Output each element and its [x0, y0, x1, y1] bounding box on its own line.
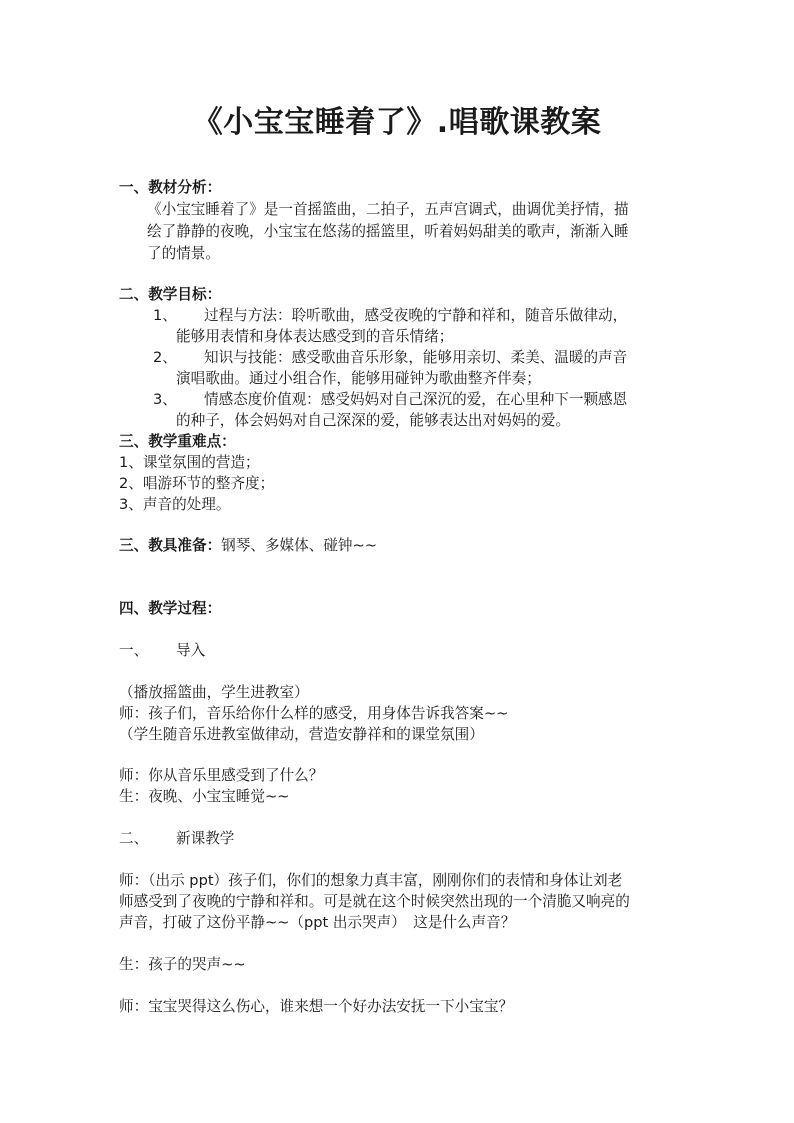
paragraph-line: 绘了静静的夜晚，小宝宝在悠荡的摇篮里，听着妈妈甜美的歌声，渐渐入睡 [147, 223, 629, 240]
list-item: 2、唱游环节的整齐度； [119, 475, 275, 492]
dialogue-line: 师：你从音乐里感受到了什么？ [119, 767, 324, 784]
section-heading-process: 四、教学过程： [119, 600, 222, 617]
part-number: 一、 [119, 642, 149, 659]
list-number: 1、 [153, 307, 177, 324]
list-item-text: 的种子，体会妈妈对自己深深的爱，能够表达出对妈妈的爱。 [176, 412, 571, 429]
dialogue-line: （播放摇篮曲，学生进教室） [119, 684, 309, 701]
paragraph-line: 了的情景。 [147, 245, 220, 262]
part-label: 导入 [176, 642, 206, 659]
list-item-text: 能够用表情和身体表达感受到的音乐情绪； [176, 328, 454, 345]
paragraph-line: 《小宝宝睡着了》是一首摇篮曲，二拍子，五声宫调式，曲调优美抒情，描 [147, 201, 629, 218]
list-item: 3、声音的处理。 [119, 496, 231, 513]
part-number: 二、 [119, 830, 149, 847]
page-title: 《小宝宝睡着了》.唱歌课教案 [192, 105, 602, 140]
teaching-aids-line [119, 536, 377, 556]
teaching-aids-text: 钢琴、多媒体、碰钟~~ [221, 537, 377, 554]
dialogue-line: 师：宝宝哭得这么伤心，谁来想一个好办法安抚一下小宝宝？ [119, 998, 514, 1015]
dialogue-line: 生：夜晚、小宝宝睡觉~~ [119, 788, 290, 805]
part-label: 新课教学 [176, 830, 235, 847]
list-item-text: 知识与技能：感受歌曲音乐形象，能够用亲切、柔美、温暖的声音 [204, 349, 628, 366]
dialogue-line: 师：孩子们，音乐给你什么样的感受，用身体告诉我答案~~ [119, 705, 509, 722]
dialogue-line: 声音，打破了这份平静~~（ppt 出示哭声） 这是什么声音？ [119, 914, 516, 931]
dialogue-line: （学生随音乐进教室做律动，营造安静祥和的课堂氛围） [119, 726, 484, 743]
list-item-text: 过程与方法：聆听歌曲，感受夜晚的宁静和祥和，随音乐做律动， [204, 307, 628, 324]
section-heading-materials: 一、教材分析： [119, 179, 222, 196]
dialogue-line: 生：孩子的哭声~~ [119, 956, 246, 973]
list-item-text: 情感态度价值观：感受妈妈对自己深沉的爱，在心里种下一颗感恩 [204, 391, 628, 408]
dialogue-line: 师感受到了夜晚的宁静和祥和。可是就在这个时候突然出现的一个清脆又响亮的 [119, 893, 630, 910]
list-item: 1、课堂氛围的营造； [119, 454, 260, 471]
list-number: 3、 [153, 391, 177, 408]
dialogue-line: 师：（出示 ppt）孩子们，你们的想象力真丰富，刚刚你们的表情和身体让刘老 [119, 872, 623, 889]
section-heading-objectives: 二、教学目标： [119, 286, 222, 303]
list-number: 2、 [153, 349, 177, 366]
section-heading-aids: 三、教具准备： [119, 537, 222, 554]
list-item-text: 演唱歌曲。通过小组合作，能够用碰钟为歌曲整齐伴奏； [176, 370, 541, 387]
section-heading-key-points: 三、教学重难点： [119, 433, 236, 450]
